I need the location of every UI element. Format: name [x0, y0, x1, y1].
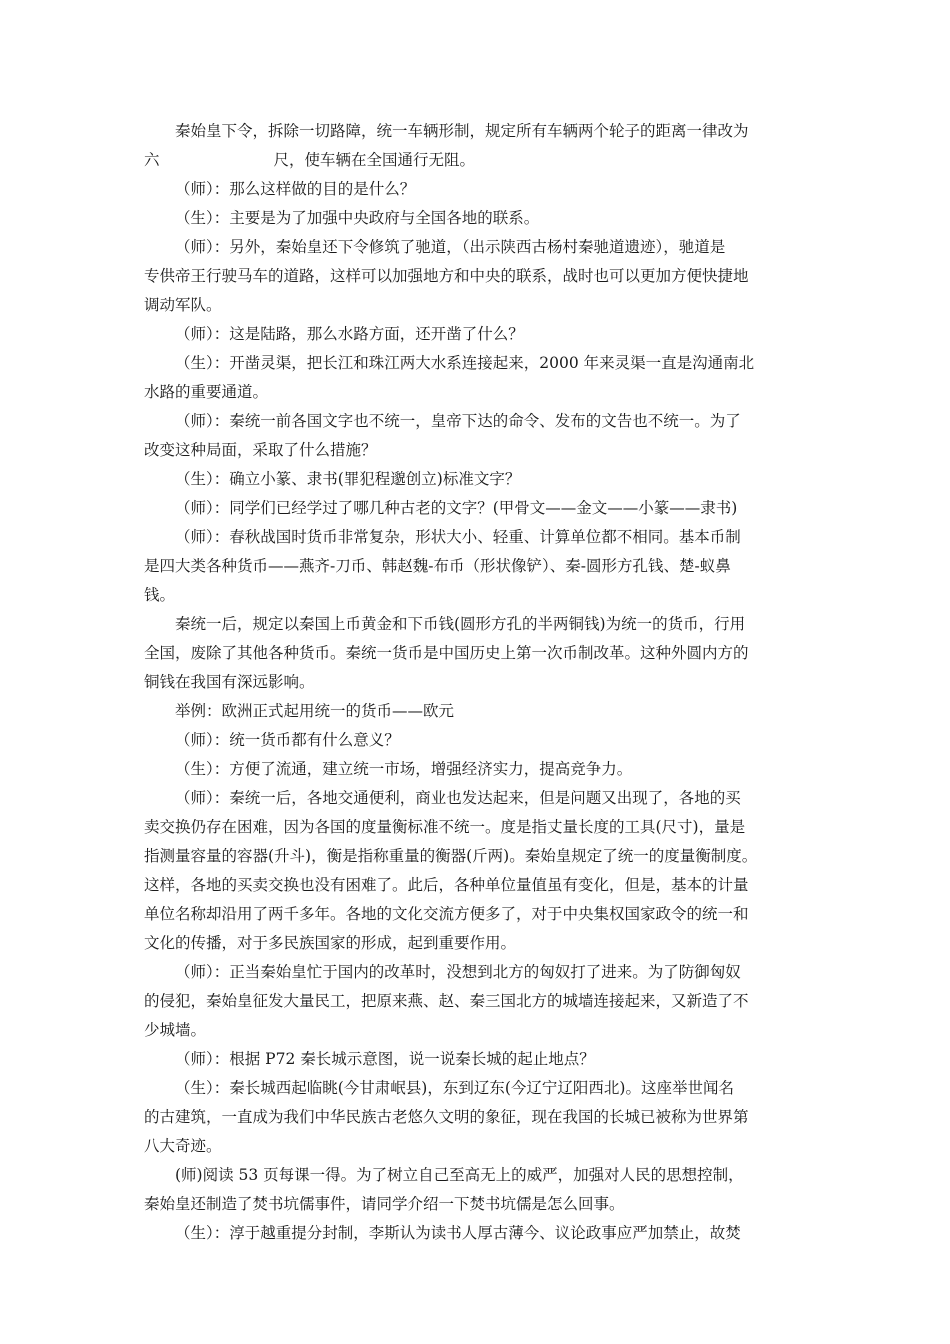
document-page [144, 117, 806, 1248]
text-fragment: 六 [144, 151, 160, 169]
paragraph-currency-unification [144, 610, 806, 697]
paragraph-waterway-question [144, 320, 806, 349]
text-line: 的古建筑，一直成为我们中华民族古老悠久文明的象征，现在我国的长城已被称为世界第 [144, 1108, 749, 1126]
paragraph-writing-question [144, 407, 806, 465]
text-line: （师）：秦统一后，各地交通便利，商业也发达起来，但是问题又出现了，各地的买 [175, 789, 741, 807]
text-line: （师）：这是陆路，那么水路方面，还开凿了什么？ [175, 325, 524, 343]
text-line: 铜钱在我国有深远影响。 [144, 673, 315, 691]
text-line: 改变这种局面，采取了什么措施？ [144, 441, 377, 459]
text-line: 这样，各地的买卖交换也没有困难了。此后，各种单位量值虽有变化，但是，基本的计量 [144, 876, 749, 894]
text-fragment: 尺，使车辆在全国通行无阻。 [273, 151, 476, 169]
text-line: 的侵犯，秦始皇征发大量民工，把原来燕、赵、秦三国北方的城墙连接起来，又新造了不 [144, 992, 749, 1010]
text-line: 举例：欧洲正式起用统一的货币——欧元 [175, 702, 455, 720]
paragraph-great-wall-answer [144, 1074, 806, 1161]
paragraph-teacher-question [144, 175, 806, 204]
paragraph-student-answer [144, 204, 806, 233]
text-line: 水路的重要通道。 [144, 383, 269, 401]
paragraph-currency-answer [144, 755, 806, 784]
text-line: 卖交换仍存在困难，因为各国的度量衡标准不统一。度是指丈量长度的工具(尺寸)，量是 [144, 818, 746, 836]
text-line: （师）：春秋战国时货币非常复杂，形状大小、轻重、计算单位都不相同。基本币制 [175, 528, 741, 546]
text-line: 是四大类各种货币——燕齐-刀币、韩赵魏-布币（形状像铲）、秦-圆形方孔钱、楚-蚁鼻 [144, 557, 731, 575]
text-line: 秦统一后，规定以秦国上币黄金和下币钱(圆形方孔的半两铜钱)为统一的货币，行用 [175, 615, 746, 633]
text-line: （师）：那么这样做的目的是什么？ [175, 180, 416, 198]
text-line: （生）：方便了流通，建立统一市场，增强经济实力，提高竞争力。 [175, 760, 633, 778]
paragraph-currency-question [144, 726, 806, 755]
text-line: 秦始皇下令，拆除一切路障，统一车辆形制，规定所有车辆两个轮子的距离一律改为 [175, 122, 749, 140]
text-line: 指测量容量的容器(升斗)，衡是指称重量的衡器(斤两)。秦始皇规定了统一的度量衡制度。 [144, 847, 758, 865]
text-line: （师）：统一货币都有什么意义？ [175, 731, 400, 749]
paragraph-currency-history [144, 523, 806, 610]
text-line: （师）：另外，秦始皇还下令修筑了驰道，（出示陕西古杨村秦驰道遗迹），驰道是 [175, 238, 726, 256]
text-line: （生）：淳于越重提分封制，李斯认为读书人厚古薄今、议论政事应严加禁止，故焚 [175, 1224, 741, 1242]
text-line: 专供帝王行驶马车的道路，这样可以加强地方和中央的联系，战时也可以更加方便快捷地 [144, 267, 749, 285]
paragraph-euro-example [144, 697, 806, 726]
text-line: （师）：同学们已经学过了哪几种古老的文字？(甲骨文——金文——小篆——隶书) [175, 499, 738, 517]
text-line: 文化的传播，对于多民族国家的形成，起到重要作用。 [144, 934, 517, 952]
paragraph-great-wall-question [144, 1045, 806, 1074]
paragraph-writing-answer [144, 465, 806, 494]
text-line: （生）：确立小篆、隶书(罪犯程邈创立)标准文字？ [175, 470, 521, 488]
paragraph-book-burning-answer [144, 1219, 806, 1248]
text-line: （师）：正当秦始皇忙于国内的改革时，没想到北方的匈奴打了进来。为了防御匈奴 [175, 963, 741, 981]
text-line: 秦始皇还制造了焚书坑儒事件，请同学介绍一下焚书坑儒是怎么回事。 [144, 1195, 625, 1213]
text-line [144, 146, 806, 175]
text-line: 全国，废除了其他各种货币。秦统一货币是中国历史上第一次币制改革。这种外圆内方的 [144, 644, 749, 662]
text-line: （生）：主要是为了加强中央政府与全国各地的联系。 [175, 209, 540, 227]
paragraph-chidao [144, 233, 806, 320]
text-line: (师)阅读 53 页每课一得。为了树立自己至高无上的威严，加强对人民的思想控制， [175, 1166, 744, 1184]
paragraph-lingqu [144, 349, 806, 407]
paragraph-xiongnu [144, 958, 806, 1045]
text-line: 单位名称却沿用了两千多年。各地的文化交流方便多了，对于中央集权国家政令的统一和 [144, 905, 749, 923]
paragraph-carriage-standard [144, 117, 806, 175]
text-line: （师）：根据 P72 秦长城示意图，说一说秦长城的起止地点？ [175, 1050, 595, 1068]
paragraph-measures [144, 784, 806, 958]
text-line: 少城墙。 [144, 1021, 207, 1039]
text-line: 钱。 [144, 586, 176, 604]
text-line: （生）：开凿灵渠，把长江和珠江两大水系连接起来，2000 年来灵渠一直是沟通南北 [175, 354, 755, 372]
text-line: （生）：秦长城西起临眺(今甘肃岷县)，东到辽东(今辽宁辽阳西北)。这座举世闻名 [175, 1079, 734, 1097]
paragraph-ancient-scripts [144, 494, 806, 523]
text-line: 八大奇迹。 [144, 1137, 222, 1155]
text-line: 调动军队。 [144, 296, 222, 314]
text-line: （师）：秦统一前各国文字也不统一，皇帝下达的命令、发布的文告也不统一。为了 [175, 412, 741, 430]
paragraph-book-burning [144, 1161, 806, 1219]
